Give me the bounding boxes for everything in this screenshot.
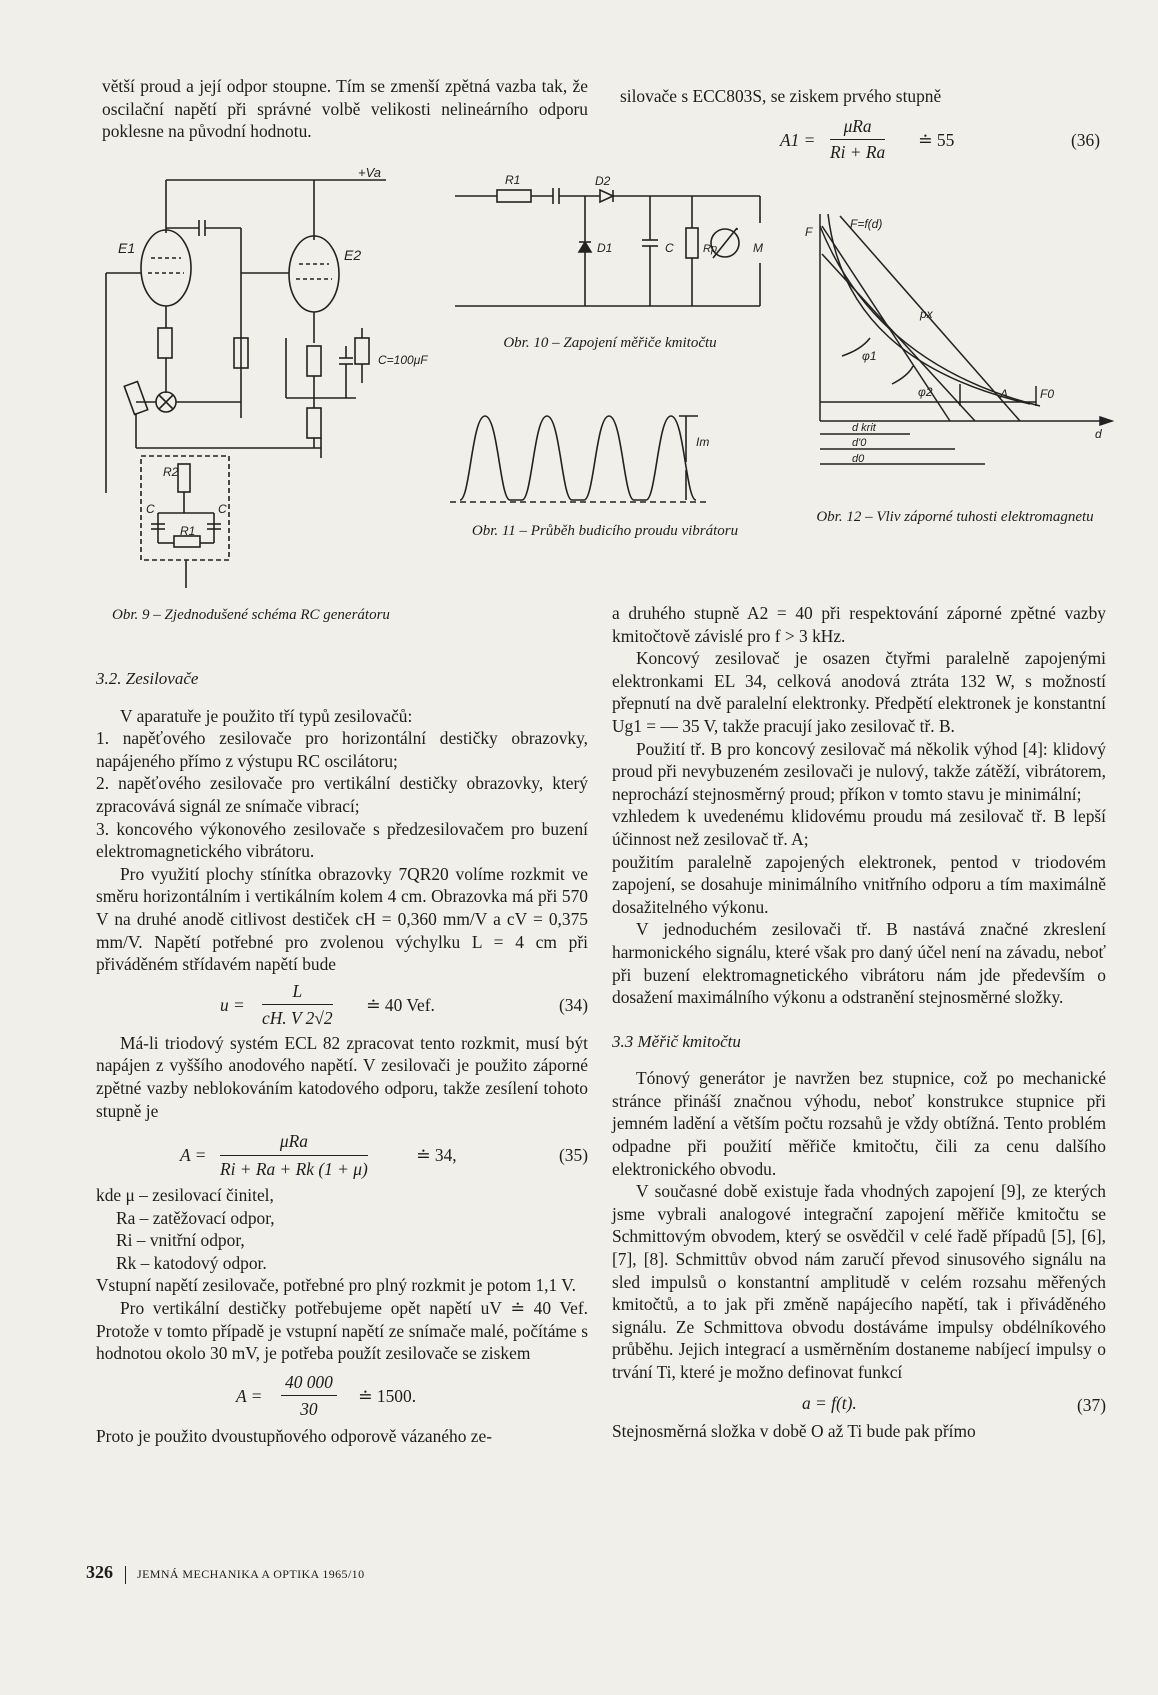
fig12-label-a: A (1000, 387, 1009, 401)
fig10-label-r1: R1 (505, 173, 521, 187)
journal-name: JEMNÁ MECHANIKA A OPTIKA 1965/10 (137, 1567, 365, 1581)
right-p7: Tónový generátor je navržen bez stupnice, což po mechanické stránce přináší značnou výhodu, neboť konstrukce stupnice při jemném ladění a větším počtu rozsahů je vždy obtížná. Tento problém odpadne při použití měřiče kmitočtu, čili za cenu dalšího elektronického obvodu. (612, 1068, 1106, 1179)
fig9-label-c-right: C (218, 502, 227, 516)
def-3: Ri – vnitřní odpor, (116, 1230, 245, 1251)
fig9-label-e2: E2 (344, 247, 362, 263)
fig9-label-r1: R1 (180, 524, 196, 538)
fig12-graph (800, 206, 1120, 496)
fig12-label-f0: F0 (1040, 387, 1055, 401)
right-p3: Použití tř. B pro koncový zesilovač má několik výhod [4]: klidový proud při nevybuzeném zesilovači je nulový, takže zátěží, vibrátorem, neprochází stejnosměrný proud; příkon v tomto stavu je minimální; (612, 738, 1106, 804)
left-p5: Pro vertikální destičky potřebujeme opět napětí uV ≐ 40 Vef. Protože v tomto případě je vstupní napětí ze snímače malé, počítáme s hodnotou okolo 30 mV, je potřeba použít zesilovače se ziskem (96, 1298, 588, 1364)
eq34-num: L (262, 980, 333, 1006)
fig12-label-px: px (920, 307, 933, 321)
def-4: Rk – katodový odpor. (116, 1252, 267, 1273)
fig9-label-cap: C=100μF (378, 353, 428, 367)
def-1: kde μ – zesilovací činitel, (96, 1185, 274, 1206)
page-number: 326 (86, 1562, 113, 1582)
fig12-label-ffd: F=f(d) (850, 217, 883, 231)
equation-a (96, 1365, 588, 1425)
eq36-number: (36) (1071, 130, 1100, 150)
right-column (612, 602, 1106, 1442)
fig12-caption: Obr. 12 – Vliv záporné tuhosti elektromagnetu (816, 509, 1094, 525)
left-p4: Vstupní napětí zesilovače, potřebné pro plný rozkmit je potom 1,1 V. (96, 1275, 576, 1296)
fig9-schematic (96, 168, 486, 598)
fig10-label-m: M (753, 241, 763, 255)
list-item-2: 2. napěťového zesilovače pro vertikální destičky obrazovky, který zpracovává signál ze snímače vibrací; (96, 773, 588, 816)
footer-divider (125, 1566, 126, 1584)
right-p9: Stejnosměrná složka v době O až Ti bude pak přímo (612, 1420, 976, 1441)
section-title-meric: 3.3 Měřič kmitočtu (612, 1031, 741, 1051)
eq34-lhs: u = (220, 994, 245, 1015)
fig9-label-c-left: C (146, 502, 155, 516)
eq35-number: (35) (559, 1145, 588, 1166)
fig12-label-d: d (1095, 427, 1102, 441)
eq34-number: (34) (559, 994, 588, 1015)
equation-36 (620, 112, 1100, 168)
fig10-schematic (455, 168, 795, 328)
fig10-label-c: C (665, 241, 674, 255)
eq36-rhs: ≐ 55 (918, 130, 955, 150)
page-footer (86, 1562, 364, 1584)
fig9-label-e1: E1 (118, 240, 136, 256)
eq36-lhs: A1 = (780, 130, 816, 150)
def-2: Ra – zatěžovací odpor, (116, 1207, 275, 1228)
right-p2: Koncový zesilovač je osazen čtyřmi paralelně zapojenými elektronkami EL 34, celková anodová ztráta 132 W, s možností přepnutí na dvě paralelní elektronky. Předpětí elektronek je konstantní Ug1 = — 35 V, takže pracují jako zesilovač tř. B. (612, 648, 1106, 736)
fig9-label-r2: R2 (163, 465, 179, 479)
eq35-num: μRa (220, 1130, 368, 1156)
fig9-label-va: +Va (358, 168, 382, 180)
fig10-label-rp: Rp (703, 243, 718, 255)
eq36-den: Ri + Ra (830, 142, 886, 162)
left-p1: V aparatuře je použito tří typů zesilovačů: (120, 705, 413, 726)
right-p1: a druhého stupně A2 = 40 při respektování záporné zpětné vazby kmitočtově závislé pro f > 3 kHz. (612, 603, 1106, 646)
fig12-label-p2: φ2 (918, 385, 933, 399)
fig11-label-im: Im (696, 435, 710, 449)
eqa-num: 40 000 (281, 1371, 337, 1397)
list-item-3: 3. koncového výkonového zesilovače s předzesilovačem pro buzení elektromagnetického vibrátoru. (96, 818, 588, 862)
eq37-number: (37) (1077, 1394, 1106, 1415)
left-p6: Proto je použito dvoustupňového odporově vázaného ze- (96, 1425, 493, 1446)
eq35-lhs: A = (180, 1145, 207, 1166)
right-p4: vzhledem k uvedenému klidovému proudu má zesilovač tř. B lepší účinnost než zesilovač tř. A; (612, 806, 1106, 849)
fig11-waveform (450, 408, 780, 508)
eq34-rhs: ≐ 40 Vef. (366, 994, 435, 1015)
right-p6: V jednoduchém zesilovači tř. B nastává značné zkreslení harmonického signálu, které však pro daný účel není na závadu, neboť při buzení elektromagnetického vibrátoru nám jde především o dosažení maximálního výkonu a odstranění stejnosměrné složky. (612, 919, 1106, 1008)
fig12-label-d0: d0 (852, 453, 865, 465)
eqa-rhs: ≐ 1500. (358, 1385, 417, 1406)
fig12-label-p1: φ1 (862, 349, 877, 363)
eqa-lhs: A = (236, 1385, 263, 1406)
left-p3: Má-li triodový systém ECL 82 zpracovat tento rozkmit, musí být napájen z vyššího anodového napětí. V zesilovači je použito záporné zpětné vazby neblokováním katodového odporu, takže zesílení tohoto stupně je (96, 1032, 588, 1121)
fig10-label-d1: D1 (597, 241, 613, 255)
eq36-num: μRa (830, 116, 885, 140)
fig10-caption: Obr. 10 – Zapojení měřiče kmitočtu (503, 335, 717, 351)
list-item-1: 1. napěťového zesilovače pro horizontální destičky obrazovky, napájeného přímo z výstupu RC oscilátoru; (96, 728, 588, 771)
eq37-text: a = f(t). (802, 1392, 857, 1413)
equation-35 (96, 1122, 588, 1184)
left-top-paragraph: větší proud a její odpor stoupne. Tím se zmenší zpětná vazba tak, že oscilační napětí při správné volbě velikosti nelineárního odporu poklesne na původní hodnotu. (102, 76, 588, 142)
eq34-den: cH. V 2√2 (262, 1008, 333, 1029)
fig12-label-f: F (805, 225, 813, 239)
equation-37 (612, 1384, 1106, 1420)
fig12-label-d0a: d'0 (852, 437, 867, 449)
left-column (96, 668, 588, 1447)
section-title-zesilovace: 3.2. Zesilovače (96, 669, 199, 688)
right-top-intro: silovače s ECC803S, se ziskem prvého stupně (620, 86, 942, 106)
equation-34 (96, 976, 588, 1032)
fig9-caption: Obr. 9 – Zjednodušené schéma RC generátoru (112, 607, 390, 623)
right-p5: použitím paralelně zapojených elektronek, pentod v triodovém zapojení, se dosahuje minimálního vnitřního odporu a tím maximálně dosažitelného výkonu. (612, 851, 1106, 917)
eqa-den: 30 (300, 1399, 318, 1420)
left-p2: Pro využití plochy stínítka obrazovky 7QR20 volíme rozkmit ve směru horizontálním i vertikálním kolem 4 cm. Obrazovka má při 570 V na druhé anodě citlivost destiček cH = 0,360 mm/V a cV = 0,375 mm/V. Napětí potřebné pro zvolenou výchylku L = 4 cm při přiváděném střídavém napětí bude (96, 863, 588, 975)
fig12-label-dkrit: d krit (852, 422, 876, 434)
eq35-rhs: ≐ 34, (416, 1145, 457, 1166)
fig11-caption: Obr. 11 – Průběh budicího proudu vibrátoru (471, 523, 739, 539)
fig10-label-d2: D2 (595, 174, 611, 188)
right-p8: V současné době existuje řada vhodných zapojení [9], ze kterých jsme vybrali analogové integrační zapojení měřiče kmitočtu se Schmittovým obvodem, který se osvědčil v celé řadě případů [5], [6], [7], [8]. Schmittův obvod nám zaručí převod sinusového signálu na sled impulsů o konstantní amplitudě v celém rozsahu měřených kmitočtů, a to jak při změně napájecího napětí, tak i přiváděného signálu. Ze Schmittova obvodu dostáváme impulsy obdélníkového průběhu. Jejich integrací a usměrněním dostaneme nabíjecí impulsy o trvání Ti, které je možno definovat funkcí (612, 1181, 1106, 1382)
eq35-den: Ri + Ra + Rk (1 + μ) (220, 1158, 368, 1179)
